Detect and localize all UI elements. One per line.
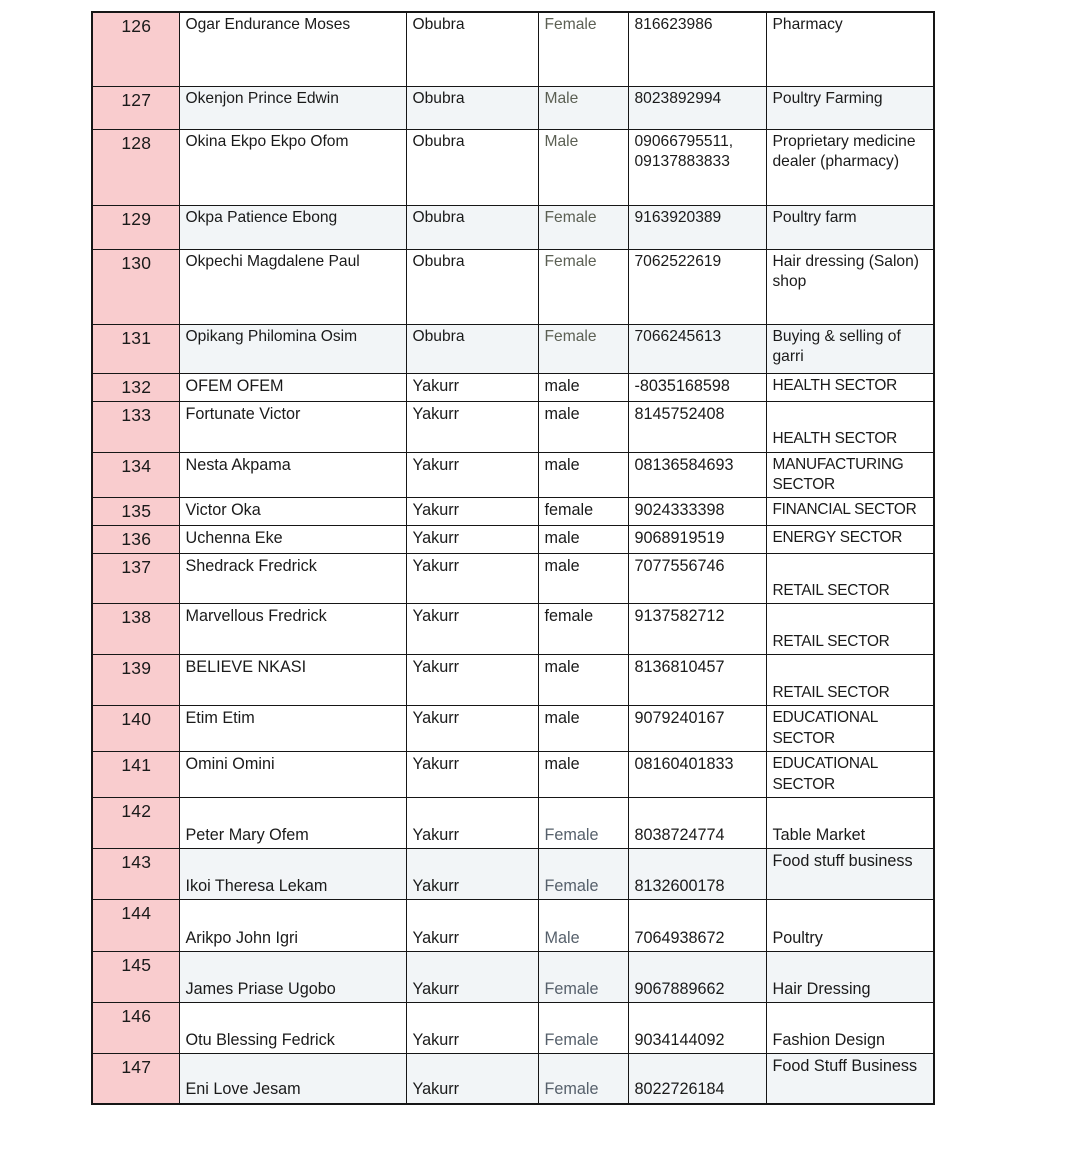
row-name: Otu Blessing Fedrick: [179, 1003, 406, 1054]
row-lga: Yakurr: [406, 952, 538, 1003]
row-gender: male: [538, 452, 628, 498]
row-name: Eni Love Jesam: [179, 1054, 406, 1104]
row-id: 143: [92, 849, 179, 900]
row-id: 147: [92, 1054, 179, 1104]
table-row: [92, 86, 934, 129]
row-lga: Obubra: [406, 129, 538, 205]
table-row: [92, 401, 934, 452]
table-row: [92, 526, 934, 554]
table-row: [92, 373, 934, 401]
table-row: [92, 798, 934, 849]
table-row: [92, 900, 934, 952]
row-phone: 8145752408: [628, 401, 766, 452]
row-id: 139: [92, 655, 179, 706]
row-lga: Obubra: [406, 86, 538, 129]
row-phone: 8132600178: [628, 849, 766, 900]
row-business: RETAIL SECTOR: [766, 554, 934, 604]
table-row: [92, 952, 934, 1003]
table-row: [92, 205, 934, 249]
row-business: Hair dressing (Salon) shop: [766, 249, 934, 324]
row-lga: Yakurr: [406, 1054, 538, 1104]
row-id: 128: [92, 129, 179, 205]
table-row: [92, 554, 934, 604]
row-phone: 9024333398: [628, 498, 766, 526]
row-name: Okpechi Magdalene Paul: [179, 249, 406, 324]
row-lga: Obubra: [406, 205, 538, 249]
row-lga: Yakurr: [406, 900, 538, 952]
row-lga: Yakurr: [406, 706, 538, 752]
row-id: 127: [92, 86, 179, 129]
row-phone: 09066795511, 09137883833: [628, 129, 766, 205]
row-name: Opikang Philomina Osim: [179, 324, 406, 373]
row-lga: Yakurr: [406, 452, 538, 498]
row-gender: male: [538, 526, 628, 554]
row-business: Poultry: [766, 900, 934, 952]
row-gender: Female: [538, 205, 628, 249]
table-row: [92, 604, 934, 655]
row-id: 145: [92, 952, 179, 1003]
table-row: [92, 655, 934, 706]
row-business: EDUCATIONAL SECTOR: [766, 706, 934, 752]
row-phone: 8038724774: [628, 798, 766, 849]
row-lga: Yakurr: [406, 401, 538, 452]
table-row: [92, 849, 934, 900]
row-gender: Female: [538, 952, 628, 1003]
row-lga: Yakurr: [406, 604, 538, 655]
row-business: MANUFACTURING SECTOR: [766, 452, 934, 498]
row-name: Okina Ekpo Ekpo Ofom: [179, 129, 406, 205]
row-id: 136: [92, 526, 179, 554]
row-id: 132: [92, 373, 179, 401]
registration-table-sheet: [91, 11, 933, 1105]
row-name: Marvellous Fredrick: [179, 604, 406, 655]
row-id: 141: [92, 752, 179, 798]
row-gender: Female: [538, 1054, 628, 1104]
row-name: Uchenna Eke: [179, 526, 406, 554]
row-business: ENERGY SECTOR: [766, 526, 934, 554]
row-id: 135: [92, 498, 179, 526]
table-row: [92, 12, 934, 86]
row-name: Omini Omini: [179, 752, 406, 798]
row-lga: Yakurr: [406, 798, 538, 849]
table-row: [92, 249, 934, 324]
table-row: [92, 1054, 934, 1104]
row-name: Arikpo John Igri: [179, 900, 406, 952]
row-id: 133: [92, 401, 179, 452]
row-business: Food Stuff Business: [766, 1054, 934, 1104]
row-gender: Female: [538, 324, 628, 373]
row-name: Okpa Patience Ebong: [179, 205, 406, 249]
row-business: FINANCIAL SECTOR: [766, 498, 934, 526]
row-phone: 7077556746: [628, 554, 766, 604]
row-lga: Obubra: [406, 12, 538, 86]
row-business: HEALTH SECTOR: [766, 373, 934, 401]
row-phone: -8035168598: [628, 373, 766, 401]
row-name: Nesta Akpama: [179, 452, 406, 498]
row-phone: 9163920389: [628, 205, 766, 249]
row-name: Peter Mary Ofem: [179, 798, 406, 849]
row-phone: 08160401833: [628, 752, 766, 798]
row-phone: 9034144092: [628, 1003, 766, 1054]
row-id: 144: [92, 900, 179, 952]
table-row: [92, 752, 934, 798]
row-lga: Yakurr: [406, 849, 538, 900]
row-name: BELIEVE NKASI: [179, 655, 406, 706]
row-id: 146: [92, 1003, 179, 1054]
table-row: [92, 706, 934, 752]
row-business: RETAIL SECTOR: [766, 655, 934, 706]
row-name: Ogar Endurance Moses: [179, 12, 406, 86]
row-phone: 9079240167: [628, 706, 766, 752]
row-business: HEALTH SECTOR: [766, 401, 934, 452]
row-business: EDUCATIONAL SECTOR: [766, 752, 934, 798]
row-phone: 8136810457: [628, 655, 766, 706]
row-name: Shedrack Fredrick: [179, 554, 406, 604]
row-phone: 7062522619: [628, 249, 766, 324]
row-business: Table Market: [766, 798, 934, 849]
table-row: [92, 129, 934, 205]
row-phone: 9068919519: [628, 526, 766, 554]
row-business: Pharmacy: [766, 12, 934, 86]
table-row: [92, 1003, 934, 1054]
row-gender: Female: [538, 798, 628, 849]
row-gender: female: [538, 604, 628, 655]
row-gender: female: [538, 498, 628, 526]
row-business: RETAIL SECTOR: [766, 604, 934, 655]
row-gender: Female: [538, 12, 628, 86]
row-id: 130: [92, 249, 179, 324]
table-row: [92, 452, 934, 498]
row-id: 138: [92, 604, 179, 655]
row-business: Proprietary medicine dealer (pharmacy): [766, 129, 934, 205]
row-business: Food stuff business: [766, 849, 934, 900]
row-lga: Yakurr: [406, 526, 538, 554]
row-name: Victor Oka: [179, 498, 406, 526]
row-gender: Male: [538, 86, 628, 129]
row-id: 140: [92, 706, 179, 752]
row-gender: Female: [538, 1003, 628, 1054]
row-phone: 9067889662: [628, 952, 766, 1003]
row-phone: 08136584693: [628, 452, 766, 498]
row-lga: Yakurr: [406, 752, 538, 798]
row-lga: Yakurr: [406, 373, 538, 401]
row-phone: 816623986: [628, 12, 766, 86]
row-gender: Male: [538, 129, 628, 205]
row-business: Poultry Farming: [766, 86, 934, 129]
row-name: Fortunate Victor: [179, 401, 406, 452]
row-name: James Priase Ugobo: [179, 952, 406, 1003]
row-name: Okenjon Prince Edwin: [179, 86, 406, 129]
row-gender: male: [538, 554, 628, 604]
row-lga: Yakurr: [406, 554, 538, 604]
row-name: OFEM OFEM: [179, 373, 406, 401]
row-gender: Female: [538, 249, 628, 324]
business-registration-table: [91, 11, 935, 1105]
row-id: 131: [92, 324, 179, 373]
row-business: Fashion Design: [766, 1003, 934, 1054]
row-lga: Obubra: [406, 249, 538, 324]
table-row: [92, 498, 934, 526]
row-gender: Female: [538, 849, 628, 900]
row-phone: 8022726184: [628, 1054, 766, 1104]
row-id: 142: [92, 798, 179, 849]
row-id: 134: [92, 452, 179, 498]
row-lga: Yakurr: [406, 655, 538, 706]
row-id: 126: [92, 12, 179, 86]
row-gender: male: [538, 373, 628, 401]
row-lga: Yakurr: [406, 1003, 538, 1054]
row-phone: 7064938672: [628, 900, 766, 952]
row-gender: Male: [538, 900, 628, 952]
row-gender: male: [538, 401, 628, 452]
row-lga: Yakurr: [406, 498, 538, 526]
row-lga: Obubra: [406, 324, 538, 373]
table-row: [92, 324, 934, 373]
row-gender: male: [538, 655, 628, 706]
row-name: Ikoi Theresa Lekam: [179, 849, 406, 900]
row-business: Buying & selling of garri: [766, 324, 934, 373]
row-phone: 7066245613: [628, 324, 766, 373]
row-phone: 8023892994: [628, 86, 766, 129]
row-business: Hair Dressing: [766, 952, 934, 1003]
row-business: Poultry farm: [766, 205, 934, 249]
row-id: 129: [92, 205, 179, 249]
row-gender: male: [538, 752, 628, 798]
row-gender: male: [538, 706, 628, 752]
row-phone: 9137582712: [628, 604, 766, 655]
row-id: 137: [92, 554, 179, 604]
row-name: Etim Etim: [179, 706, 406, 752]
